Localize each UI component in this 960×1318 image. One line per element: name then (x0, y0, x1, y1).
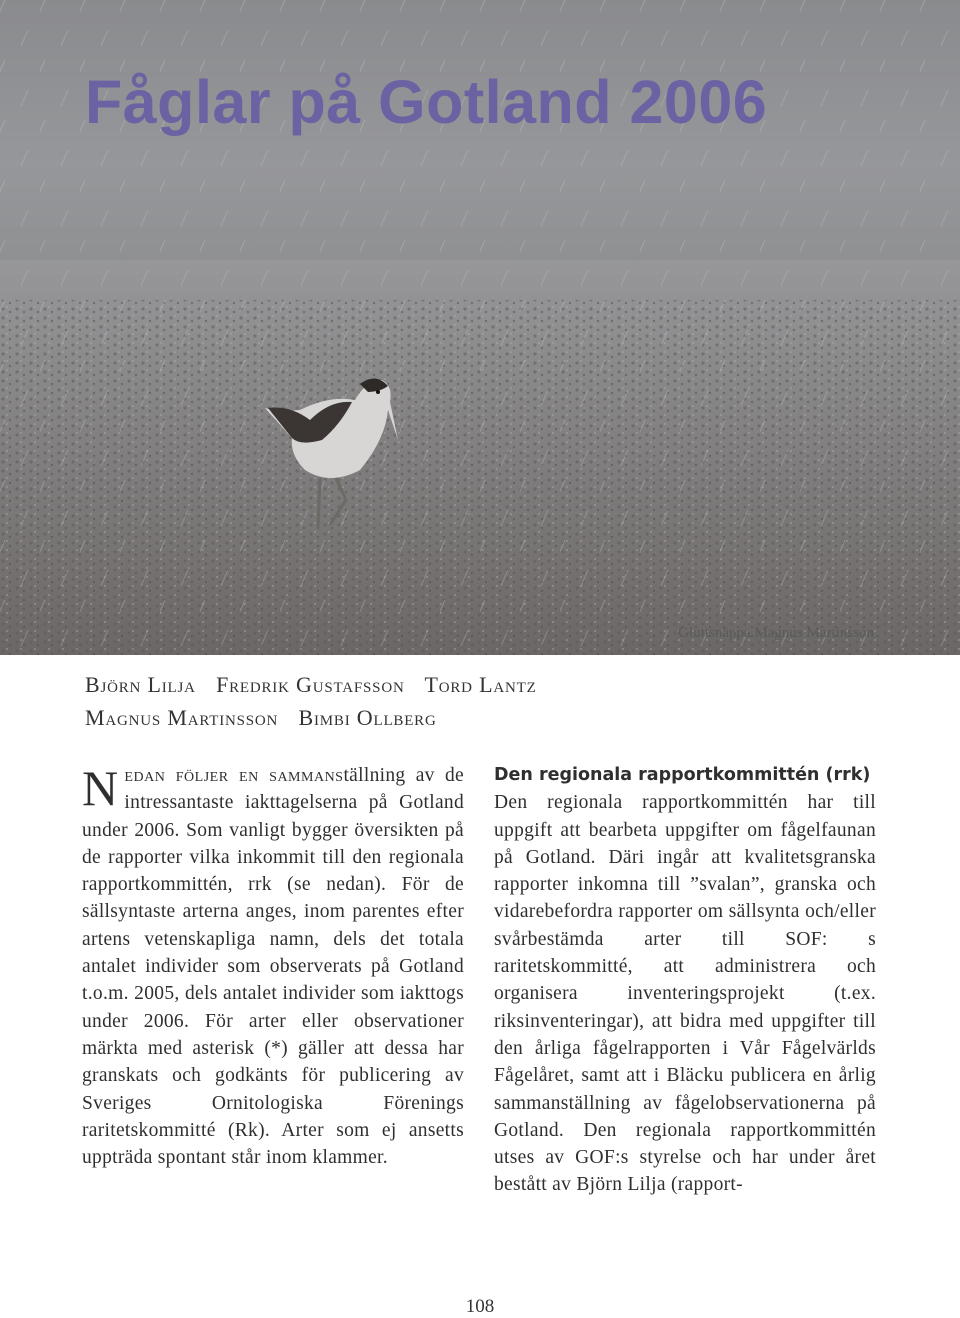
intro-text: tällning av de intressantaste iakttagelserna på Gotland under 2006. Som vanligt bygger översikten på de rapporter vilka inkommit till den regionala rapportkommittén, rrk (se nedan). För de sällsyntaste arterna anges, inom parentes efter artens vetenskapliga namn, dels det totala antalet individer som observerats på Gotland t.o.m. 2005, dels antalet individer som iakttogs under 2006. För arter eller observationer märkta med asterisk (*) gäller att dessa har granskats och godkänts för publicering av Sveriges Ornitologiska Förenings raritetskommitté (Rk). Arter som ej ansetts uppträda spontant står inom klammer. (82, 765, 464, 1169)
author-name: Tord Lantz (424, 672, 537, 697)
page-number: 108 (465, 1296, 495, 1317)
authors-line-1 (85, 670, 551, 700)
author-name: Bimbi Ollberg (298, 705, 437, 730)
drop-cap: N (82, 760, 119, 816)
rrk-column (494, 762, 876, 1199)
author-name: Fredrik Gustafsson (216, 672, 405, 697)
intro-column (82, 762, 464, 1171)
authors-line-2 (85, 703, 451, 733)
page-title: Fåglar på Gotland 2006 (85, 68, 768, 136)
section-heading: Den regionala rapportkommittén (rrk) (494, 765, 871, 785)
cover-photo (0, 0, 960, 655)
author-name: Magnus Martinsson (85, 705, 279, 730)
rrk-text: Den regionala rapportkommittén har till uppgift att bearbeta uppgifter om fågelfaunan på Gotland. Däri ingår att kvalitetsgranska rapporter inkomna till ”svalan”, granska och vidarebefordra rapporter om sällsynta och/eller svårbestämda arter till SOF: s raritetskommitté, att administrera och organisera inventeringsprojekt (t.ex. riksinventeringar), att bidra med uppgifter till den årliga fågelrapporten i Vår Fågelvärlds Fågelåret, samt att i Bläcku publicera en årlig sammanställning av fågelobservationerna på Gotland. Den regionala rapportkommittén utses av GOF:s styrelse och har under året bestått av Björn Lilja (rapport- (494, 792, 876, 1196)
lead-small-caps: edan följer en sammans (124, 765, 344, 786)
author-name: Björn Lilja (85, 672, 196, 697)
photo-caption: Gluttsnäppa Magnus Martinsson (678, 625, 874, 641)
